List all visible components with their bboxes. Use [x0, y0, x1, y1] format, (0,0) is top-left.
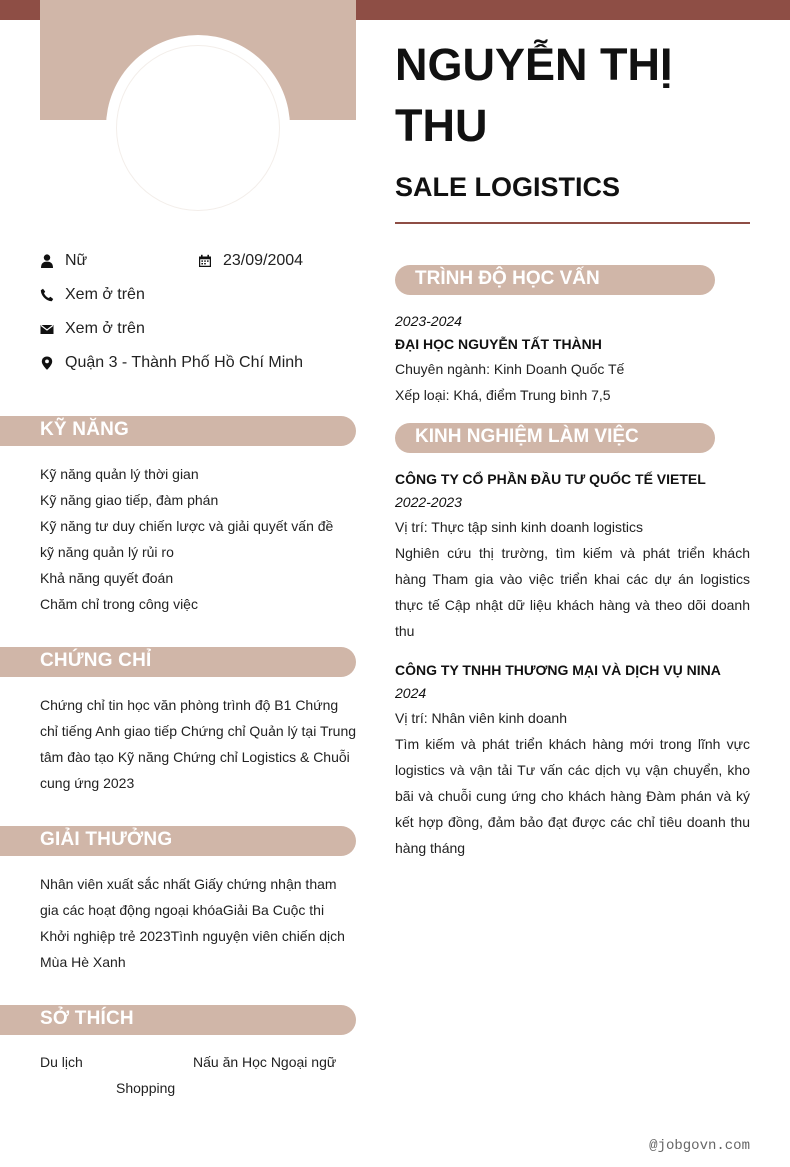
job-position: Vị trí: Thực tập sinh kinh doanh logistics [395, 519, 644, 535]
experience-heading-text: KINH NGHIỆM LÀM VIỆC [415, 426, 639, 447]
gender-value: Nữ [65, 252, 88, 269]
awards-heading [0, 826, 356, 856]
education-year: 2023-2024 [395, 313, 462, 329]
phone-value: Xem ở trên [65, 286, 145, 303]
education-major: Chuyên ngành: Kinh Doanh Quốc Tế [395, 361, 625, 377]
skills-list [40, 461, 333, 617]
list-item: Chăm chỉ trong công việc [40, 596, 198, 612]
awards-heading-text: GIẢI THƯỞNG [40, 829, 173, 850]
skills-heading [0, 416, 356, 446]
job-title: SALE LOGISTICS [395, 172, 621, 202]
gender-row [40, 252, 87, 270]
address-row [40, 354, 303, 372]
list-item: Kỹ năng tư duy chiến lược và giải quyết vấn đề [40, 518, 334, 534]
birthdate-row [198, 252, 303, 270]
job-company: CÔNG TY TNHH THƯƠNG MẠI VÀ DỊCH VỤ NINA [395, 662, 721, 678]
phone-row [40, 286, 145, 304]
hobbies-heading-text: SỞ THÍCH [40, 1008, 134, 1029]
job-description: Nghiên cứu thị trường, tìm kiếm và phát triển khách hàng Tham gia vào việc triển khai các dự án logistics thực tế Cập nhật dữ liệu khách hàng và theo dõi doanh thu [395, 545, 750, 639]
list-item: Kỹ năng quản lý thời gian [40, 466, 199, 482]
education-school: ĐẠI HỌC NGUYỄN TẤT THÀNH [395, 336, 602, 352]
experience-heading [395, 423, 715, 453]
calendar-icon [198, 253, 212, 269]
watermark: @jobgovn.com [649, 1138, 750, 1154]
email-value: Xem ở trên [65, 320, 145, 337]
avatar [116, 45, 280, 211]
envelope-icon [40, 321, 54, 337]
hobby-item: Du lịch [40, 1054, 83, 1070]
certificates-text: Chứng chỉ tin học văn phòng trình độ B1 Chứng chỉ tiếng Anh giao tiếp Chứng chỉ Quản lý tại Trung tâm đào tạo Kỹ năng Chứng chỉ Logistics & Chuỗi cung ứng 2023 [40, 697, 357, 791]
title-divider [395, 222, 750, 224]
list-item: Khả năng quyết đoán [40, 570, 174, 586]
list-item: kỹ năng quản lý rủi ro [40, 544, 174, 560]
person-icon [40, 253, 54, 269]
map-pin-icon [40, 355, 54, 371]
skills-heading-text: KỸ NĂNG [40, 419, 130, 440]
email-row [40, 320, 145, 338]
education-heading-text: TRÌNH ĐỘ HỌC VẤN [415, 268, 600, 289]
candidate-name: NGUYỄN THỊ THU [395, 39, 673, 151]
hobbies-heading [0, 1005, 356, 1035]
certificates-heading-text: CHỨNG CHỈ [40, 650, 152, 671]
job-period: 2022-2023 [395, 494, 462, 510]
hobby-item: Shopping [116, 1080, 176, 1096]
list-item: Kỹ năng giao tiếp, đàm phán [40, 492, 219, 508]
job-description: Tìm kiếm và phát triển khách hàng mới trong lĩnh vực logistics và vận tải Tư vấn các dịch vụ vận chuyển, kho bãi và chuỗi cung ứng cho khách hàng Đàm phán và ký kết hợp đồng, đảm bảo đạt được các chỉ tiêu doanh thu hàng tháng [395, 736, 750, 856]
hobby-item: Nấu ăn Học Ngoại ngữ [193, 1054, 337, 1070]
education-grade: Xếp loại: Khá, điểm Trung bình 7,5 [395, 387, 611, 403]
address-value: Quận 3 - Thành Phố Hồ Chí Minh [65, 354, 304, 371]
job-position: Vị trí: Nhân viên kinh doanh [395, 710, 567, 726]
phone-icon [40, 287, 54, 303]
job-period: 2024 [395, 685, 427, 701]
certificates-heading [0, 647, 356, 677]
job-company: CÔNG TY CỔ PHẦN ĐẦU TƯ QUỐC TẾ VIETEL [395, 471, 706, 487]
education-heading [395, 265, 715, 295]
awards-text: Nhân viên xuất sắc nhất Giấy chứng nhận tham gia các hoạt động ngoại khóaGiải Ba Cuộc thi Khởi nghiệp trẻ 2023Tình nguyện viên chiến dịch Mùa Hè Xanh [40, 876, 345, 970]
birthdate-value: 23/09/2004 [223, 252, 304, 269]
